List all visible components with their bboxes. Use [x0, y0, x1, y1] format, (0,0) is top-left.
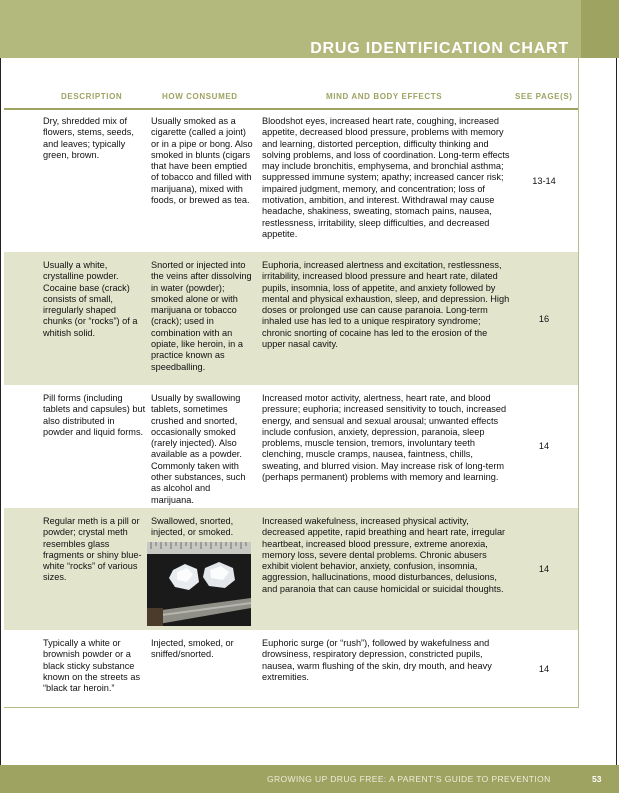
cell-effects: Increased motor activity, alertness, heart rate, and blood pressure; euphoria; increased sensitivity to touch, increased energy, and sensual and sexual arousal; unwanted effects include confusion, anxiety, depression, paranoia, sleep problems, muscle tension, tremors, involuntary teeth clenching, muscle cramps, nausea, faintness, chills, sweating, and blurred vision. May increase risk of long-term (perhaps permanent) problems with memory and learning. — [262, 393, 507, 483]
page-title: DRUG IDENTIFICATION CHART — [310, 40, 569, 57]
cell-description: Regular meth is a pill or powder; crystal meth resembles glass fragments or shiny blue-white “rocks” of various sizes. — [43, 516, 142, 583]
cell-description: Pill forms (including tablets and capsules) but also distributed in powder and liquid forms. — [43, 393, 146, 437]
cell-effects: Bloodshot eyes, increased heart rate, coughing, increased appetite, decreased blood pressure, problems with memory and learning, distorted perception, difficulty thinking and solving problems, and loss of coordination. Long-term effects may include bronchitis, emphysema, and bronchial asthma; suppressed immune system; apathy; increased cancer risk; impaired judgment, memory, and concentration; loss of motivation, ambition, and interest. Withdrawal may cause headache, shakiness, sweating, stomach pains, nausea, restlessness, irritability, sleep difficulties, and decreased appetite. — [262, 116, 510, 239]
footer-text: GROWING UP DRUG FREE: A PARENT’S GUIDE TO PREVENTION — [267, 774, 551, 784]
table-row — [4, 508, 578, 630]
table-row — [4, 630, 578, 707]
column-header-description: DESCRIPTION — [61, 92, 123, 101]
table-row — [4, 252, 578, 385]
column-header-pages: SEE PAGE(S) — [515, 92, 573, 101]
cell-effects: Increased wakefulness, increased physical activity, decreased appetite, rapid breathing and heart rate, irregular heartbeat, increased blood pressure, extreme anorexia, memory loss, severe dental problems. Chronic abusers exhibit violent behavior, anxiety, confusion, insomnia, aggression, hallucinations, mood disturbances, delusions, and paranoia that can cause homicidal or suicidal thoughts. — [262, 516, 506, 594]
cell-description: Usually a white, crystalline powder. Cocaine base (crack) consists of small, irregularly shaped chunks (or “rocks”) of a whitish solid. — [43, 260, 138, 338]
cell-consumed: Usually smoked as a cigarette (called a joint) or in a pipe or bong. Also smoked in blunts (cigars that have been emptied of tobacco and filled with marijuana), mixed with foods, or brewed as tea. — [151, 116, 253, 206]
cell-pages: 13-14 — [532, 176, 556, 186]
page-number: 53 — [592, 774, 602, 784]
cell-pages: 16 — [538, 314, 550, 324]
cell-effects: Euphoria, increased alertness and excitation, restlessness, irritability, increased blood pressure and heart rate, dilated pupils, insomnia, loss of appetite, and anxiety followed by mental and physical exhaustion, sleep, and depression. High doses or prolonged use can cause paranoia. Long-term inhaled use has led to a unique respiratory syndrome; chronic snorting of cocaine has led to the erosion of the upper nasal cavity. — [262, 260, 510, 350]
cell-pages: 14 — [538, 664, 550, 674]
table-bottom-rule — [4, 707, 579, 708]
column-header-consumed: HOW CONSUMED — [162, 92, 238, 101]
crystal-meth-photo — [147, 542, 251, 626]
crystal-meth-photo-svg — [147, 542, 251, 626]
cell-effects: Euphoric surge (or “rush”), followed by wakefulness and drowsiness, respiratory depression, constricted pupils, nausea, warm flushing of the skin, dry mouth, and heavy extremities. — [262, 638, 492, 682]
table-row — [4, 385, 578, 508]
cell-consumed: Injected, smoked, or sniffed/snorted. — [151, 638, 234, 660]
cell-description: Dry, shredded mix of flowers, stems, seeds, and leaves; typically green, brown. — [43, 116, 134, 160]
header-band-edge — [581, 0, 619, 58]
table-right-rule — [578, 58, 579, 708]
cell-consumed: Usually by swallowing tablets, sometimes crushed and snorted, occasionally smoked (rarely injected). Also available as a powder. Commonly taken with other substances, such as alcohol and marijuana. — [151, 393, 246, 505]
cell-consumed: Snorted or injected into the veins after dissolving in water (powder); smoked alone or with marijuana or tobacco (crack); used in combination with an opiate, like heroin, in a practice known as speedballing. — [151, 260, 252, 372]
column-header-effects: MIND AND BODY EFFECTS — [326, 92, 443, 101]
cell-pages: 14 — [538, 564, 550, 574]
table-row — [4, 110, 578, 252]
cell-description: Typically a white or brownish powder or a black sticky substance known on the streets as “black tar heroin.” — [43, 638, 141, 694]
cell-consumed: Swallowed, snorted, injected, or smoked. — [151, 516, 234, 538]
cell-pages: 14 — [538, 441, 550, 451]
